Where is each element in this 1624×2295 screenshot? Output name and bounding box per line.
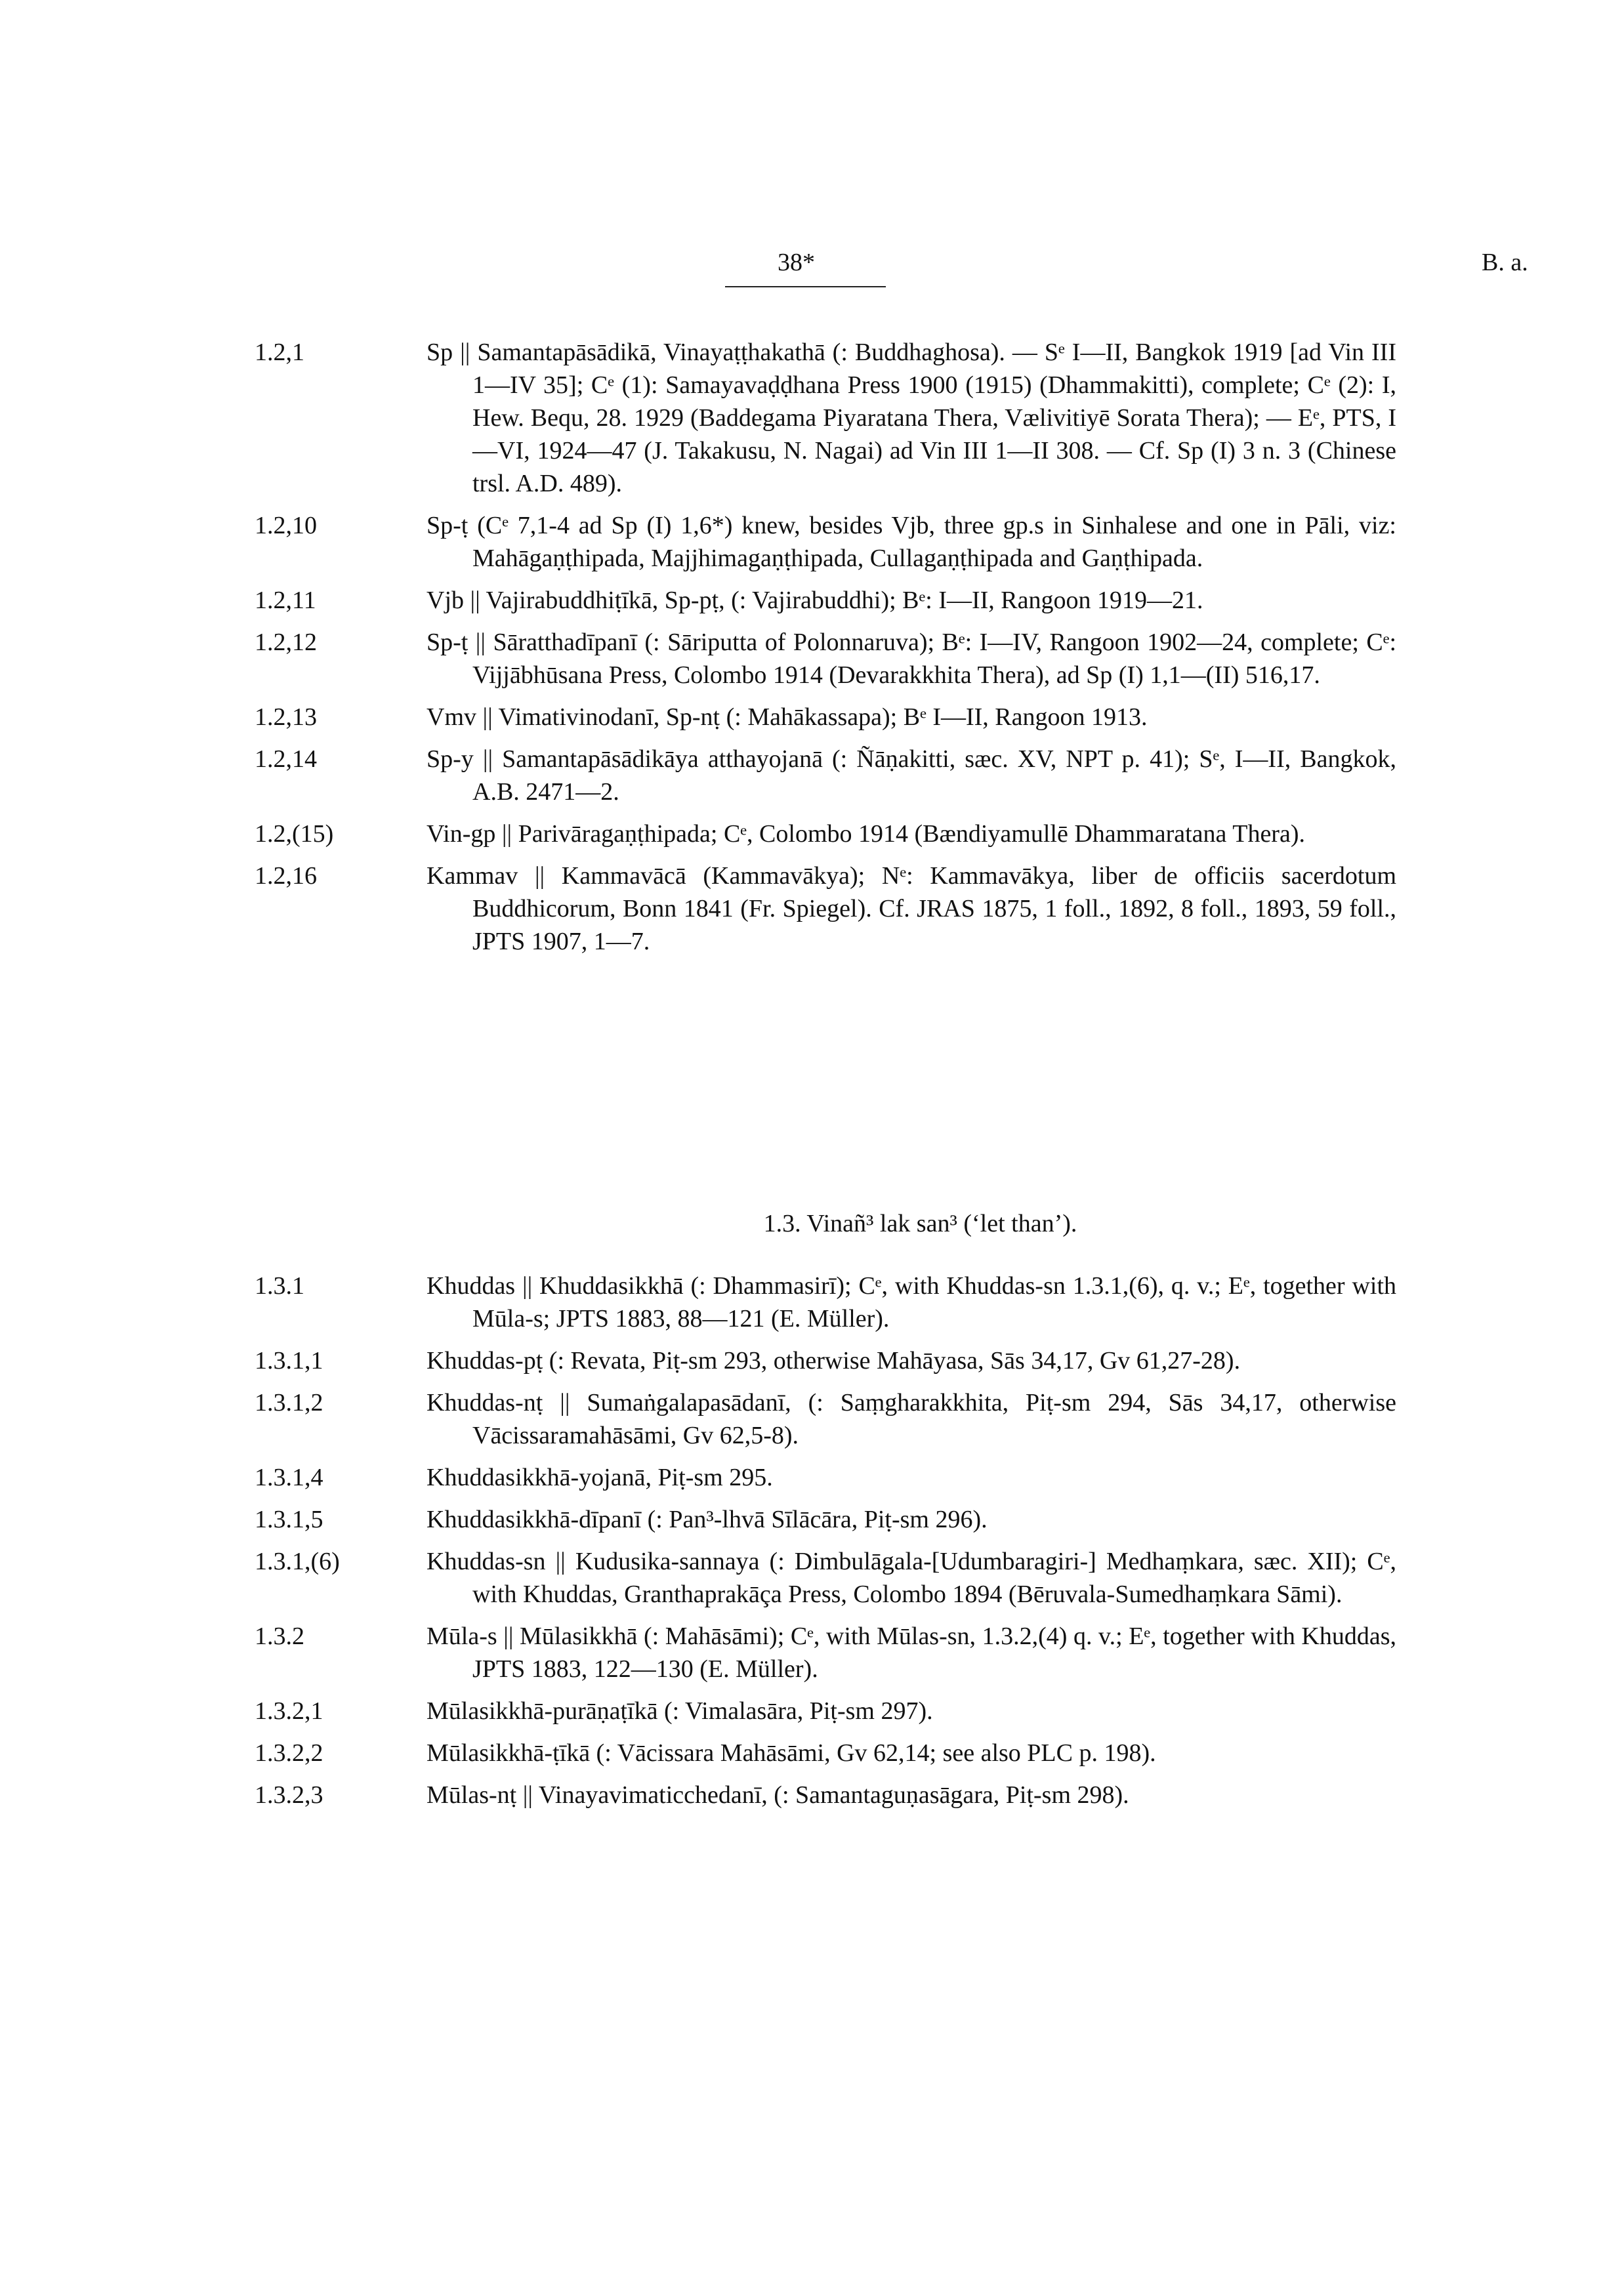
entry-number: 1.2,14 bbox=[255, 745, 317, 773]
entry-number: 1.2,10 bbox=[255, 512, 317, 539]
entry-number: 1.3.2,3 bbox=[255, 1781, 323, 1809]
entry-number: 1.2,13 bbox=[255, 703, 317, 731]
entry-text: Khuddas-sn || Kudusika-sannaya (: Dimbulāgala-[Udumbaragiri-] Medhaṃkara, sæc. XII); Cᵉ, with Khuddas, Granthaprakāça Press, Colombo 1894 (Bēruvala-Sumedhaṃkara Sāmi). bbox=[427, 1548, 1396, 1608]
page-header bbox=[0, 248, 1624, 287]
entry-text: Mūla-s || Mūlasikkhā (: Mahāsāmi); Cᵉ, with Mūlas-sn, 1.3.2,(4) q. v.; Eᵉ, together with Khuddas, JPTS 1883, 122—130 (E. Müller). bbox=[427, 1623, 1396, 1683]
entry-number: 1.3.1,5 bbox=[255, 1506, 323, 1533]
page-number: 38* bbox=[778, 249, 815, 276]
entry-number: 1.3.1,2 bbox=[255, 1389, 323, 1416]
entry bbox=[255, 336, 1396, 500]
entry-number: 1.2,12 bbox=[255, 629, 317, 656]
entry bbox=[255, 1695, 1396, 1727]
entry-text: Sp-y || Samantapāsādikāya atthayojanā (: Ñāṇakitti, sæc. XV, NPT p. 41); Sᵉ, I—II, Bangkok, A.B. 2471—2. bbox=[427, 745, 1396, 806]
entry bbox=[255, 1779, 1396, 1811]
entry bbox=[255, 1270, 1396, 1335]
entry-text: Khuddas-nṭ || Sumaṅgalapasādanī, (: Saṃgharakkhita, Piṭ-sm 294, Sās 34,17, otherwise Vācissaramahāsāmi, Gv 62,5-8). bbox=[427, 1389, 1396, 1449]
entry-number: 1.3.1,(6) bbox=[255, 1548, 340, 1575]
entry-number: 1.2,1 bbox=[255, 339, 304, 366]
entry-text: Khuddas-pṭ (: Revata, Piṭ-sm 293, otherwise Mahāyasa, Sās 34,17, Gv 61,27-28). bbox=[427, 1347, 1241, 1375]
entry bbox=[255, 1737, 1396, 1769]
entry bbox=[255, 701, 1396, 734]
entry bbox=[255, 509, 1396, 575]
entry-number: 1.3.2,1 bbox=[255, 1697, 323, 1725]
entry-text: Khuddasikkhā-dīpanī (: Pan³-lhvā Sīlācāra, Piṭ-sm 296). bbox=[427, 1506, 988, 1533]
entry bbox=[255, 1386, 1396, 1452]
entry-text: Vmv || Vimativinodanī, Sp-nṭ (: Mahākassapa); Bᵉ I—II, Rangoon 1913. bbox=[427, 703, 1148, 731]
entry-number: 1.3.1,4 bbox=[255, 1464, 323, 1491]
entry-text: Mūlasikkhā-ṭīkā (: Vācissara Mahāsāmi, Gv 62,14; see also PLC p. 198). bbox=[427, 1739, 1156, 1767]
section-heading-text: 1.3. Vinañ³ lak san³ (‘let than’). bbox=[763, 1210, 1077, 1237]
entry-number: 1.3.2 bbox=[255, 1623, 304, 1650]
entry-number: 1.3.1,1 bbox=[255, 1347, 323, 1375]
entry-number: 1.3.2,2 bbox=[255, 1739, 323, 1767]
entry-text: Kammav || Kammavācā (Kammavākya); Nᵉ: Kammavākya, liber de officiis sacerdotum Buddhicorum, Bonn 1841 (Fr. Spiegel). Cf. JRAS 1875, 1 foll., 1892, 8 foll., 1893, 59 foll., JPTS 1907, 1—7. bbox=[427, 862, 1396, 955]
entry bbox=[255, 1503, 1396, 1536]
entry bbox=[255, 584, 1396, 617]
entry bbox=[255, 1545, 1396, 1611]
entry-number: 1.2,16 bbox=[255, 862, 317, 890]
section-heading bbox=[0, 1209, 1624, 1238]
entry-text: Khuddas || Khuddasikkhā (: Dhammasirī); Cᵉ, with Khuddas-sn 1.3.1,(6), q. v.; Eᵉ, together with Mūla-s; JPTS 1883, 88—121 (E. Müller). bbox=[427, 1272, 1396, 1333]
entry-text: Sp || Samantapāsādikā, Vinayaṭṭhakathā (: Buddhaghosa). — Sᵉ I—II, Bangkok 1919 [ad Vin III 1—IV 35]; Cᵉ (1): Samayavaḍḍhana Press 1900 (1915) (Dhammakitti), complete; Cᵉ (2): I, Hew. Bequ, 28. 1929 (Baddegama Piyaratana Thera, Vælivitiyē Sorata Thera); — Eᵉ, PTS, I—VI, 1924—47 (J. Takakusu, N. Nagai) ad Vin III 1—II 308. — Cf. Sp (I) 3 n. 3 (Chinese trsl. A.D. 489). bbox=[427, 339, 1396, 497]
running-head: B. a. bbox=[1482, 249, 1528, 276]
entry-text: Sp-ṭ (Cᵉ 7,1-4 ad Sp (I) 1,6*) knew, besides Vjb, three gp.s in Sinhalese and one in Pāli, viz: Mahāgaṇṭhipada, Majjhimagaṇṭhipada, Cullagaṇṭhipada and Gaṇṭhipada. bbox=[427, 512, 1396, 572]
entry bbox=[255, 1344, 1396, 1377]
entry-text: Vjb || Vajirabuddhiṭīkā, Sp-pṭ, (: Vajirabuddhi); Bᵉ: I—II, Rangoon 1919—21. bbox=[427, 587, 1203, 614]
entry-text: Mūlas-nṭ || Vinayavimaticchedanī, (: Samantaguṇasāgara, Piṭ-sm 298). bbox=[427, 1781, 1129, 1809]
entry bbox=[255, 1461, 1396, 1494]
entry-text: Vin-gp || Parivāragaṇṭhipada; Cᵉ, Colombo 1914 (Bændiyamullē Dhammaratana Thera). bbox=[427, 820, 1305, 848]
entry-text: Khuddasikkhā-yojanā, Piṭ-sm 295. bbox=[427, 1464, 773, 1491]
entry bbox=[255, 743, 1396, 808]
header-rule bbox=[725, 286, 886, 287]
section-1-2 bbox=[255, 336, 1396, 967]
entry bbox=[255, 817, 1396, 850]
entry bbox=[255, 859, 1396, 958]
entry-number: 1.2,11 bbox=[255, 587, 316, 614]
entry bbox=[255, 626, 1396, 692]
entry-number: 1.3.1 bbox=[255, 1272, 304, 1300]
section-1-3 bbox=[255, 1270, 1396, 1821]
entry-text: Mūlasikkhā-purāṇaṭīkā (: Vimalasāra, Piṭ-sm 297). bbox=[427, 1697, 933, 1725]
entry-number: 1.2,(15) bbox=[255, 820, 334, 848]
entry bbox=[255, 1620, 1396, 1685]
entry-text: Sp-ṭ || Sāratthadīpanī (: Sāriputta of Polonnaruva); Bᵉ: I—IV, Rangoon 1902—24, complete; Cᵉ: Vijjābhūsana Press, Colombo 1914 (Devarakkhita Thera), ad Sp (I) 1,1—(II) 516,17. bbox=[427, 629, 1396, 689]
